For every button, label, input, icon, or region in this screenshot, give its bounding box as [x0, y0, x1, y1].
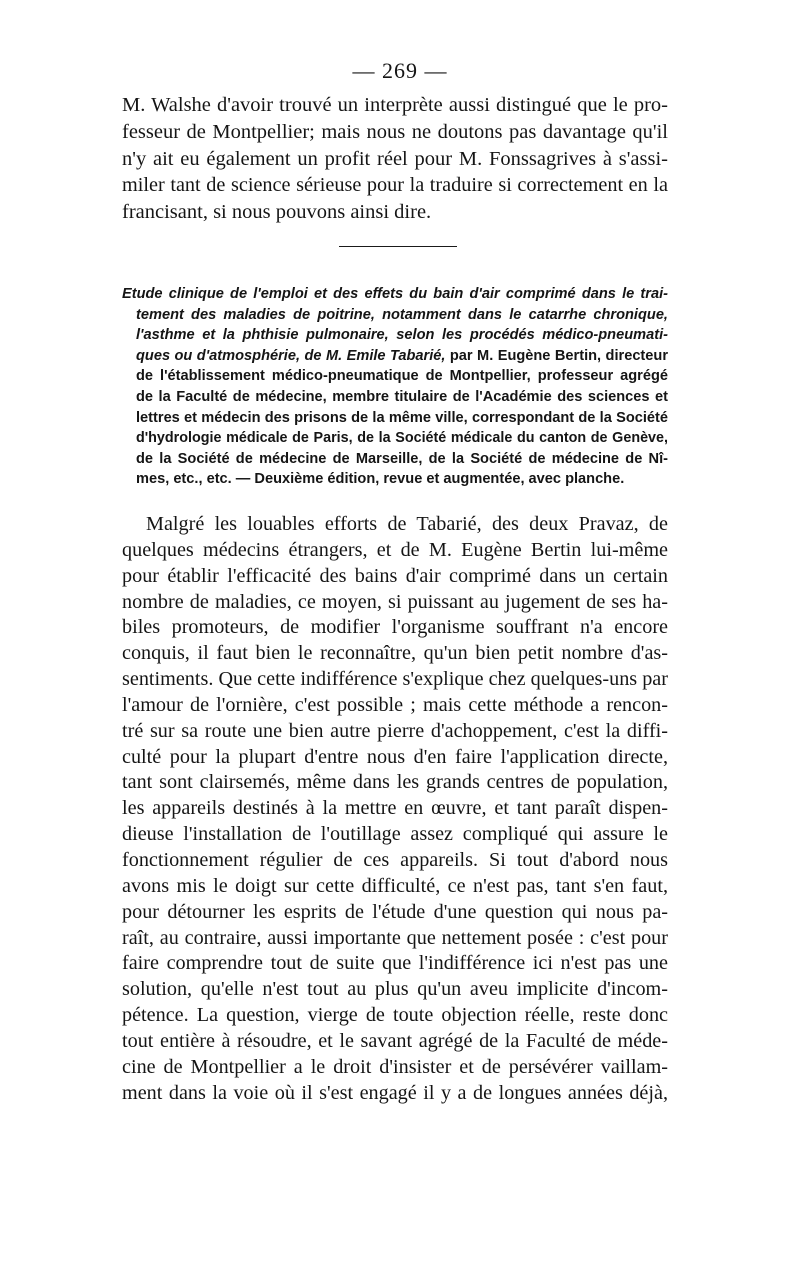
text-line: M. Walshe d'avoir trouvé un interprète aussi distingué que le pro- — [122, 94, 668, 116]
text-line: francisant, si nous pouvons ainsi dire. — [122, 201, 432, 224]
review-title-line — [122, 325, 668, 346]
text-line: faire comprendre tout de suite que l'indifférence ici n'est pas une — [122, 952, 668, 975]
review-detail-line: de la Société de médecine de Marseille, de la Société de médecine de Nî- — [136, 450, 668, 467]
review-title-text: ques ou d'atmosphérie, de M. Emile Tabarié, — [136, 347, 446, 364]
text-line: tré sur sa route une bien autre pierre d'achoppement, c'est la diffi- — [122, 719, 668, 742]
text-line: fesseur de Montpellier; mais nous ne doutons pas davantage qu'il — [122, 120, 668, 143]
review-detail-line: lettres et médecin des prisons de la même ville, correspondant de la Société — [136, 409, 668, 426]
text-line: raît, au contraire, aussi importante que nettement posée : c'est pour — [122, 926, 668, 949]
text-line: culté pour la plupart d'entre nous d'en faire l'application directe, — [122, 745, 668, 768]
review-detail-line: de l'établissement médico-pneumatique de Montpellier, professeur agrégé — [136, 368, 668, 385]
text-line: biles promoteurs, de modifier l'organisme souffrant n'a encore — [122, 616, 668, 639]
text-line: dieuse l'installation de l'outillage assez compliqué qui assure le — [122, 823, 668, 846]
review-detail-line: de la Faculté de médecine, membre titulaire de l'Académie des sciences et — [136, 388, 668, 405]
text-line: avons mis le doigt sur cette difficulté, ce n'est pas, tant s'en faut, — [122, 874, 668, 897]
text-line: n'y ait eu également un profit réel pour M. Fonssagrives à s'assi- — [122, 147, 668, 170]
text-line: Malgré les louables efforts de Tabarié, des deux Pravaz, de — [146, 513, 668, 535]
main-paragraph — [122, 512, 668, 1106]
text-line: conquis, il faut bien le reconnaître, qu'un bien petit nombre d'as- — [122, 642, 668, 665]
section-divider — [339, 246, 457, 247]
text-line: ment dans la voie où il s'est engagé il y a de longues années déjà, — [122, 1081, 668, 1104]
text-line: tout entière à résoudre, et le savant agrégé de la Faculté de méde- — [122, 1029, 668, 1052]
text-line: solution, qu'elle n'est tout au plus qu'un aveu implicite d'incom- — [122, 978, 668, 1001]
text-line: quelques médecins étrangers, et de M. Eugène Bertin lui-même — [122, 538, 668, 561]
text-line: tant sont clairsemés, même dans les grands centres de population, — [122, 771, 668, 794]
review-title-line — [122, 284, 668, 305]
review-heading — [122, 284, 668, 490]
text-line: cine de Montpellier a le droit d'insister et de persévérer vaillam- — [122, 1055, 668, 1078]
review-detail-line: mes, etc., etc. — Deuxième édition, revue et augmentée, avec planche. — [136, 471, 625, 488]
text-line: sentiments. Que cette indifférence s'explique chez quelques-uns par — [122, 668, 668, 691]
review-detail-line: d'hydrologie médicale de Paris, de la Société médicale du canton de Genève, — [136, 430, 668, 447]
text-line: nombre de maladies, ce moyen, si puissant au jugement de ses ha- — [122, 590, 668, 613]
text-line: fonctionnement régulier de ces appareils. Si tout d'abord nous — [122, 848, 668, 871]
review-author: par M. Eugène Bertin, directeur — [445, 347, 668, 364]
text-line: les appareils destinés à la mettre en œuvre, et tant paraît dispen- — [122, 797, 668, 820]
review-title-line — [122, 346, 668, 367]
text-line: pétence. La question, vierge de toute objection réelle, reste donc — [122, 1004, 668, 1027]
text-line: l'amour de l'ornière, c'est possible ; mais cette méthode a rencon- — [122, 693, 668, 716]
intro-paragraph — [122, 92, 668, 226]
review-title-line — [122, 305, 668, 326]
text-line: pour détourner les esprits de l'étude d'une question qui nous pa- — [122, 900, 668, 923]
text-line: miler tant de science sérieuse pour la traduire si correctement en la — [122, 174, 668, 197]
page-number: — 269 — — [352, 58, 448, 83]
text-line: pour établir l'efficacité des bains d'air comprimé dans un certain — [122, 564, 668, 587]
review-title-text: l'asthme et la phthisie pulmonaire, selon les procédés médico-pneumati- — [136, 327, 668, 344]
review-title-text: tement des maladies de poitrine, notamment dans le catarrhe chronique, — [136, 306, 668, 323]
review-title-text: Etude clinique de l'emploi et des effets du bain d'air comprimé dans le trai- — [122, 286, 668, 302]
